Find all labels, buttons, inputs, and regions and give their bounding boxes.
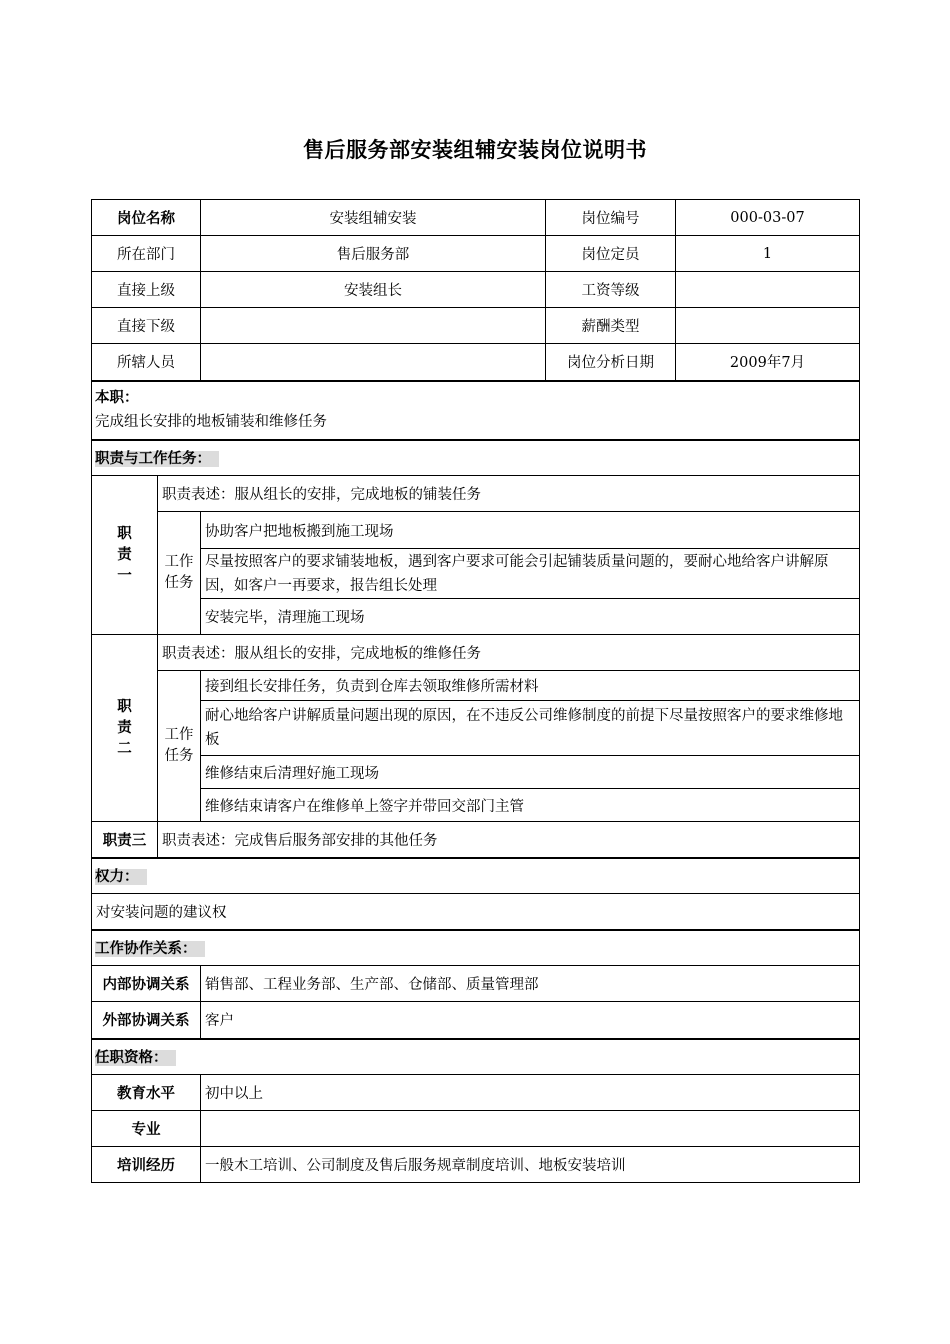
- external-relations-label: 外部协调关系: [92, 1002, 201, 1039]
- internal-relations-label: 内部协调关系: [92, 966, 201, 1002]
- duty1-task-2: 尽量按照客户的要求铺装地板，遇到客户要求可能会引起铺装质量问题的，要耐心地给客户讲解原因，如客户一再要求，报告组长处理: [201, 549, 860, 599]
- duty1-label: 职责一: [117, 525, 132, 584]
- position-name-label: 岗位名称: [92, 200, 201, 236]
- department-value: 售后服务部: [201, 236, 546, 272]
- subordinate-label: 直接下级: [92, 308, 201, 344]
- supervisor-value: 安装组长: [201, 272, 546, 308]
- analysis-date-label: 岗位分析日期: [546, 344, 676, 381]
- training-value: 一般木工培训、公司制度及售后服务规章制度培训、地板安装培训: [201, 1147, 860, 1183]
- training-row: [92, 1147, 860, 1183]
- main-duty-row: [92, 381, 860, 440]
- external-relations-value: 客户: [201, 1002, 860, 1039]
- duty3-row: [92, 822, 860, 858]
- job-description-table: [91, 199, 860, 1183]
- duty2-task-label: 工作任务: [164, 727, 194, 764]
- duty2-task-3: 维修结束后清理好施工现场: [201, 756, 860, 789]
- duty2-task-row: [92, 671, 860, 701]
- position-code-value: 000-03-07: [676, 200, 860, 236]
- analysis-date-value: 2009年7月: [676, 344, 860, 381]
- qualifications-heading-row: [92, 1039, 860, 1075]
- duty1-task-row: [92, 549, 860, 599]
- salary-grade-value: [676, 272, 860, 308]
- document-title: 售后服务部安装组辅安装岗位说明书: [303, 138, 647, 162]
- duty2-label: 职责二: [117, 698, 132, 757]
- pay-type-value: [676, 308, 860, 344]
- education-row: [92, 1075, 860, 1111]
- duty2-description-row: [92, 635, 860, 671]
- duty1-task-3: 安装完毕，清理施工现场: [201, 599, 860, 635]
- duty2-description: 职责表述：服从组长的安排，完成地板的维修任务: [158, 635, 860, 671]
- main-duty-heading: 本职：: [95, 390, 139, 406]
- basic-row-staff: [92, 344, 860, 381]
- duties-heading-row: [92, 440, 860, 476]
- basic-row-subordinate: [92, 308, 860, 344]
- salary-grade-label: 工资等级: [546, 272, 676, 308]
- duty1-task-row: [92, 599, 860, 635]
- basic-row-department: [92, 236, 860, 272]
- staff-value: [201, 344, 546, 381]
- major-value: [201, 1111, 860, 1147]
- supervisor-label: 直接上级: [92, 272, 201, 308]
- main-duty-text: 完成组长安排的地板铺装和维修任务: [95, 414, 327, 430]
- relations-heading: 工作协作关系：: [95, 941, 205, 957]
- duty3-description: 职责表述：完成售后服务部安排的其他任务: [158, 822, 860, 858]
- duty3-label: 职责三: [92, 822, 158, 858]
- position-code-label: 岗位编号: [546, 200, 676, 236]
- authority-text: 对安装问题的建议权: [92, 894, 860, 930]
- duty2-task-2: 耐心地给客户讲解质量问题出现的原因，在不违反公司维修制度的前提下尽量按照客户的要求维修地板: [201, 701, 860, 756]
- headcount-label: 岗位定员: [546, 236, 676, 272]
- duty2-task-1: 接到组长安排任务，负责到仓库去领取维修所需材料: [201, 671, 860, 701]
- education-label: 教育水平: [92, 1075, 201, 1111]
- duty2-task-row: [92, 701, 860, 756]
- internal-relations-row: [92, 966, 860, 1002]
- major-row: [92, 1111, 860, 1147]
- education-value: 初中以上: [201, 1075, 860, 1111]
- external-relations-row: [92, 1002, 860, 1039]
- qualifications-heading: 任职资格：: [95, 1050, 176, 1066]
- duties-heading: 职责与工作任务：: [95, 451, 219, 467]
- department-label: 所在部门: [92, 236, 201, 272]
- authority-row: [92, 894, 860, 930]
- duty2-task-row: [92, 756, 860, 789]
- duty1-task-row: [92, 512, 860, 549]
- training-label: 培训经历: [92, 1147, 201, 1183]
- major-label: 专业: [92, 1111, 201, 1147]
- basic-row-supervisor: [92, 272, 860, 308]
- position-name-value: 安装组辅安装: [201, 200, 546, 236]
- pay-type-label: 薪酬类型: [546, 308, 676, 344]
- staff-label: 所辖人员: [92, 344, 201, 381]
- relations-heading-row: [92, 930, 860, 966]
- duty1-description-row: [92, 476, 860, 512]
- subordinate-value: [201, 308, 546, 344]
- duty1-description: 职责表述：服从组长的安排，完成地板的铺装任务: [158, 476, 860, 512]
- duty2-task-row: [92, 789, 860, 822]
- authority-heading: 权力：: [95, 869, 147, 885]
- duty2-task-4: 维修结束请客户在维修单上签字并带回交部门主管: [201, 789, 860, 822]
- headcount-value: 1: [676, 236, 860, 272]
- internal-relations-value: 销售部、工程业务部、生产部、仓储部、质量管理部: [201, 966, 860, 1002]
- basic-row-position-name: [92, 200, 860, 236]
- duty1-task-1: 协助客户把地板搬到施工现场: [201, 512, 860, 549]
- duty1-task-label: 工作任务: [164, 554, 194, 591]
- authority-heading-row: [92, 858, 860, 894]
